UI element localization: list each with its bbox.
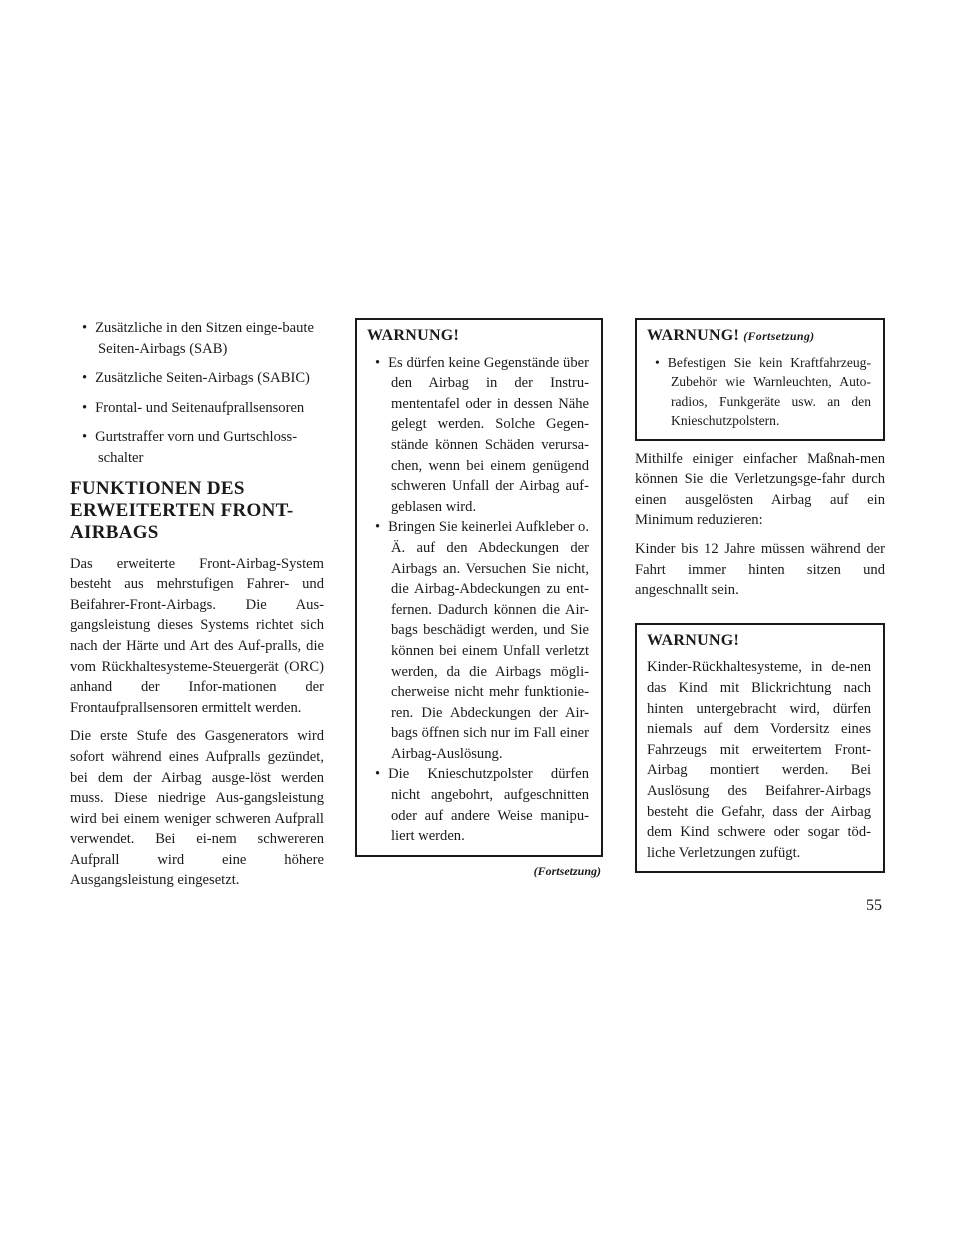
- list-item: • Zusätzliche Seiten-Airbags (SABIC): [70, 368, 324, 389]
- warning-text: Kinder-Rückhaltesysteme, in de-nen das Kind mit Blickrichtung nach hinten untergebracht wird, dürfen niemals auf dem Vordersitz eines Fahrzeugs mit erweitertem Front-Airbag montiert werden. Bei Auslösung des Beifahrer-Airbags besteht die Gefahr, dass der Airbag dem Kind schwere oder sogar töd-liche Verletzungen zufügt.: [647, 659, 871, 861]
- list-item: • Zusätzliche in den Sitzen einge-baute Seiten-Airbags (SAB): [70, 318, 324, 359]
- warning-title: WARNUNG!: [367, 327, 460, 344]
- paragraph: Mithilfe einiger einfacher Maßnah-men können Sie die Verletzungsge-fahr durch einen ausgelösten Airbag auf ein Minimum reduzieren:: [635, 450, 885, 529]
- paragraph: Das erweiterte Front-Airbag-System besteht aus mehrstufigen Fahrer- und Beifahrer-Front-Airbags. Die Aus-gangsleistung dieses Systems richtet sich nach der Härte und Art des Auf-pralls, die vom Rückhaltesysteme-Steuergerät (ORC) anhand der Infor-mationen der Frontaufprallsensoren ermittelt werden.: [70, 555, 324, 716]
- warning-item: • Bringen Sie keinerlei Aufkleber o. Ä. auf den Abdeckungen der Airbags an. Versuchen Sie nicht, die Airbag-Abdeckungen zu ent-fernen. Dadurch können die Air-bags beschädigt werden, und Sie können bei einem Unfall verletzt werden, da die Airbags mögli-cherweise nicht mehr funktionie-ren. Die Abdeckungen der Air-bags öffnen sich nur im Fall einer Airbag-Auslösung.: [367, 517, 589, 764]
- warning-box-continued: [635, 318, 885, 441]
- warning-item: • Die Knieschutzpolster dürfen nicht angebohrt, aufgeschnitten oder auf andere Weise manipu-liert werden.: [367, 764, 589, 846]
- warning-title: WARNUNG!: [647, 631, 740, 649]
- right-column: [635, 318, 885, 873]
- list-item: • Frontal- und Seitenaufprallsensoren: [70, 398, 324, 419]
- warning-item: • Es dürfen keine Gegenstände über den Airbag in der Instru-mententafel oder in dessen Nähe gelegt werden. Solche Gegen-stände können Schäden verursa-chen, wenn bei einem genügend schweren Unfall der Airbag auf-geblasen wird.: [367, 353, 589, 518]
- page-number: 55: [866, 897, 882, 914]
- warning-box-2: [635, 623, 885, 874]
- paragraph: Die erste Stufe des Gasgenerators wird sofort während eines Aufpralls gezündet, bei dem der Airbag ausge-löst werden muss. Diese niedrige Aus-gangsleistung wird bei einem weniger schweren Aufprall verwendet. Bei ei-nem schwereren Aufprall wird eine höhere Ausgangsleistung eingesetzt.: [70, 728, 324, 889]
- section-heading: FUNKTIONEN DES ERWEITERTEN FRONT-AIRBAGS: [70, 477, 294, 543]
- warning-list: [367, 353, 589, 847]
- continued-note: (Fortsetzung): [533, 863, 601, 878]
- warning-continued-label: (Fortsetzung): [743, 329, 815, 343]
- left-column: [70, 318, 324, 899]
- list-item: • Gurtstraffer vorn und Gurtschloss-schalter: [70, 427, 324, 468]
- warning-box: [355, 318, 603, 857]
- warning-item: • Befestigen Sie kein Kraftfahrzeug-Zubehör wie Warnleuchten, Auto-radios, Funkgeräte usw. an den Knieschutzpolstern.: [647, 353, 871, 431]
- paragraph: Kinder bis 12 Jahre müssen während der Fahrt immer hinten sitzen und angeschnallt sein.: [635, 540, 885, 599]
- component-list: [70, 318, 324, 469]
- warning-title: [647, 326, 871, 347]
- warning-title-text: WARNUNG!: [647, 327, 740, 344]
- middle-column: [355, 318, 603, 881]
- warning-list: [647, 353, 871, 431]
